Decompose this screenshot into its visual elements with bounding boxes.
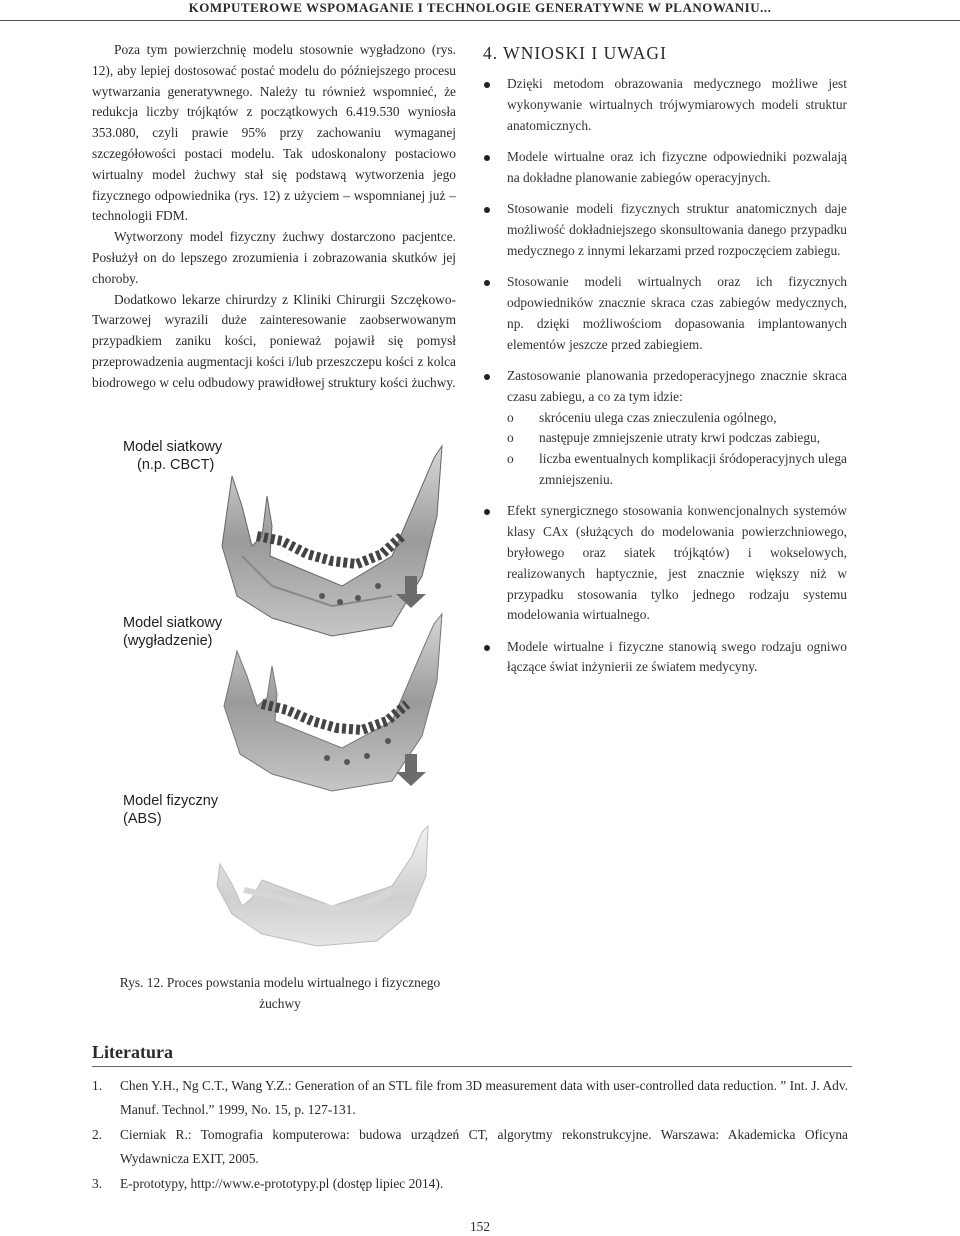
- figure-caption-line1: Rys. 12. Proces powstania modelu wirtualnego i fizycznego: [119, 975, 441, 990]
- literature-title: Literatura: [92, 1042, 173, 1062]
- references-list: [92, 1074, 848, 1197]
- bullet-icon: [484, 374, 490, 380]
- reference-item: 3. E-prototypy, http://www.e-prototypy.pl (dostęp lipiec 2014).: [92, 1176, 444, 1191]
- figure-artwork: [92, 436, 472, 976]
- sub-list-item: o liczba ewentualnych komplikacji śródoperacyjnych ulega zmniejszeniu.: [507, 451, 847, 487]
- body-paragraph: Wytworzony model fizyczny żuchwy dostarczono pacjentce. Posłużył on do lepszego zrozumienia i zobrazowania skutków jej choroby.: [92, 229, 456, 286]
- figure-label-physical-abs: Model fizyczny (ABS): [123, 793, 219, 827]
- section-title: 4. WNIOSKI I UWAGI: [483, 43, 667, 63]
- literature-rule: [92, 1066, 852, 1067]
- bullet-icon: [484, 280, 490, 286]
- bullet-icon: [484, 207, 490, 213]
- sub-list: [507, 408, 847, 491]
- figure-caption-line2: żuchwy: [259, 996, 301, 1011]
- page-number: 152: [469, 1219, 491, 1234]
- mandible-physical-abs-image: [217, 826, 428, 946]
- conclusions-list: [483, 74, 847, 678]
- reference-item: 1. Chen Y.H., Ng C.T., Wang Y.Z.: Generation of an STL file from 3D measurement data with user-controlled data reduction. ” Int. J. Adv. Manuf. Technol.” 1999, No. 15, p. 127-131.: [92, 1078, 848, 1117]
- body-paragraph: Dodatkowo lekarze chirurdzy z Kliniki Chirurgii Szczękowo-Twarzowej wyrazili duże zainteresowanie zaobserwowanym przypadkiem zaniku kości, ponieważ pojawił się pomysł przeprowadzenia augmentacji kości i/lub przeszczepu kości z kolca biodrowego w celu odbudowy prawidłowej struktury kości żuchwy.: [92, 291, 456, 390]
- header-rule: [0, 20, 960, 21]
- figure-mandible-process: [92, 436, 472, 976]
- circle-bullet-icon: o: [507, 430, 514, 446]
- list-item: Dzięki metodom obrazowania medycznego możliwe jest wykonywanie wirtualnych trójwymiarowych modeli struktur anatomicznych.: [483, 74, 847, 136]
- body-paragraph: Poza tym powierzchnię modelu stosownie wygładzono (rys. 12), aby lepiej dostosować postać modelu do późniejszego procesu wytwarzania generatywnego. Należy tu również wspomnieć, że redukcja liczby trójkątów z początkowych 6.419.530 wyniosła 353.080, czyli prawie 95% przy zachowaniu wymaganej szczegółowości postaci modelu. Tak udoskonalony postaciowo wirtualny model żuchwy stał się podstawą wytworzenia jego fizycznego odpowiednika (rys. 12) z użyciem – wspomnianej już – technologii FDM.: [92, 42, 456, 224]
- figure-label-mesh-ct: Model siatkowy (n.p. CBCT): [123, 439, 223, 473]
- running-header: [0, 0, 960, 28]
- list-item: Stosowanie modeli fizycznych struktur anatomicznych daje możliwość dokładniejszego skonsultowania danego przypadku medycznego z innymi lekarzami przed rozpoczęciem zabiegu.: [483, 199, 847, 261]
- bullet-icon: [484, 509, 490, 515]
- left-column: [92, 40, 456, 394]
- list-item: Stosowanie modeli wirtualnych oraz ich fizycznych odpowiedników znacznie skraca czas zabiegów medycznych, np. dzięki możliwościom dopasowania implantowanych elementów jeszcze przed zabiegiem.: [483, 272, 847, 355]
- reference-item: 2. Cierniak R.: Tomografia komputerowa: budowa urządzeń CT, algorytmy rekonstrukcyjne. Warszawa: Akademicka Oficyna Wydawnicza EXIT, 2005.: [92, 1127, 848, 1166]
- right-column: [483, 40, 847, 689]
- mandible-mesh-ct-image: [222, 446, 442, 636]
- bullet-icon: [484, 155, 490, 161]
- list-item: Modele wirtualne oraz ich fizyczne odpowiedniki pozwalają na dokładne planowanie zabiegów operacyjnych.: [483, 147, 847, 189]
- bullet-icon: [484, 645, 490, 651]
- sub-list-item: o następuje zmniejszenie utraty krwi podczas zabiegu,: [507, 428, 847, 449]
- bullet-icon: [484, 82, 490, 88]
- figure-label-mesh-smoothed: Model siatkowy (wygładzenie): [123, 615, 223, 649]
- running-header-title: KOMPUTEROWE WSPOMAGANIE I TECHNOLOGIE GENERATYWNE W PLANOWANIU...: [188, 0, 772, 15]
- list-item: Modele wirtualne i fizyczne stanowią swego rodzaju ogniwo łączące świat inżynierii ze światem medycyny.: [483, 637, 847, 679]
- list-item: Zastosowanie planowania przedoperacyjnego znacznie skraca czasu zabiegu, a co za tym idzie: o skróceniu ulega czas znieczulenia ogólnego, o następuje zmniejszenie utraty krwi podczas zabiegu, o liczba ewentualnych komplikacji śródoperacyjnych ulega zmniejszeniu.: [483, 366, 847, 491]
- circle-bullet-icon: o: [507, 409, 514, 425]
- circle-bullet-icon: o: [507, 451, 514, 467]
- figure-caption: [100, 972, 460, 1014]
- list-item: Efekt synergicznego stosowania konwencjonalnych systemów klasy CAx (służących do modelowania powierzchniowego, bryłowego oraz siatek trójkątów) i wokselowych, realizowanych haptycznie, jest znacznie większy niż w przypadku stosowania tylko jednego rodzaju systemu modelowania wirtualnego.: [483, 501, 847, 626]
- sub-list-item: o skróceniu ulega czas znieczulenia ogólnego,: [507, 408, 847, 429]
